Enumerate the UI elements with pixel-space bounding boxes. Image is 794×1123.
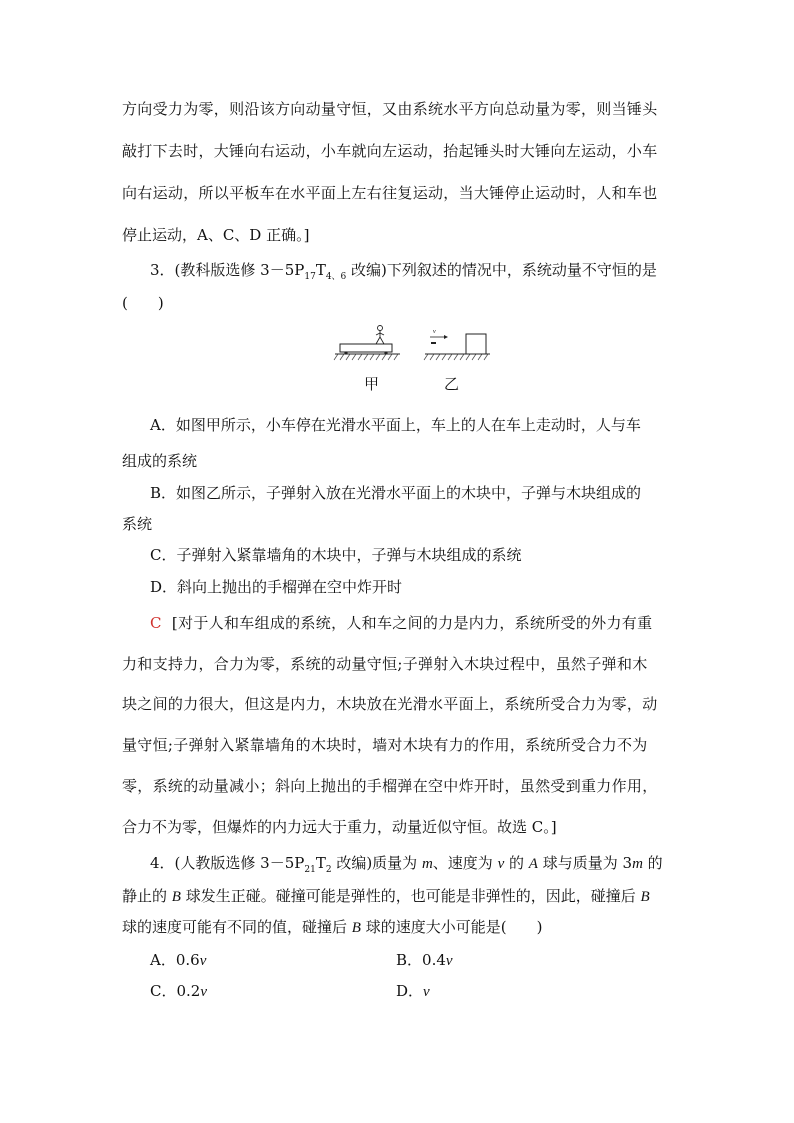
option-4b: B．0.4v — [396, 951, 453, 969]
text-line: 停止运动，A、C、D 正确。] — [122, 226, 310, 244]
option-b-cont: 系统 — [122, 515, 153, 533]
answer-3-line: 量守恒;子弹射入紧靠墙角的木块时，墙对木块有力的作用，系统所受合力不为 — [122, 736, 648, 754]
question-4-line: 球的速度可能有不同的值，碰撞后 B 球的速度大小可能是( ) — [122, 918, 543, 936]
text-line: 敲打下去时，大锤向右运动，小车就向左运动，抬起锤头时大锤向左运动，小车 — [122, 142, 658, 160]
option-a: A．如图甲所示，小车停在光滑水平面上，车上的人在车上走动时，人与车 — [150, 416, 641, 434]
figure-jia-cart — [334, 326, 400, 361]
option-4d: D．v — [396, 982, 430, 1000]
option-b: B．如图乙所示，子弹射入放在光滑水平面上的木块中，子弹与木块组成的 — [150, 484, 642, 502]
text-line: 方向受力为零，则沿该方向动量守恒，又由系统水平方向总动量为零，则当锤头 — [122, 100, 658, 118]
text-line: 向右运动，所以平板车在水平面上左右往复运动，当大锤停止运动时，人和车也 — [122, 184, 658, 202]
option-d: D．斜向上抛出的手榴弹在空中炸开时 — [150, 578, 403, 596]
option-c: C．子弹射入紧靠墙角的木块中，子弹与木块组成的系统 — [150, 546, 522, 564]
velocity-label: v — [433, 329, 436, 335]
answer-3-line: C [对于人和车组成的系统，人和车之间的力是内力，系统所受的外力有重 — [150, 614, 653, 632]
answer-3-line: 块之间的力很大，但这是内力，木块放在光滑水平面上，系统所受合力为零，动 — [122, 695, 658, 713]
question-3-blank: ( ) — [122, 294, 164, 312]
figure-label-yi: 乙 — [444, 375, 460, 393]
figure-label-jia: 甲 — [364, 375, 380, 393]
answer-letter: C — [150, 614, 162, 632]
question-3-stem: 3．(教科版选修 $3-5P_{17}T_{4、6}$ 改编)下列叙述的情况中，系统动量不守恒的是 — [150, 261, 657, 282]
answer-3-line: 合力不为零，但爆炸的内力远大于重力，动量近似守恒。故选 C。] — [122, 818, 557, 836]
figure-yi-bullet-block — [424, 329, 490, 360]
physics-figure — [330, 314, 500, 364]
question-4-stem: 4．(人教版选修 $3-5P_{21}T_2$ 改编)质量为 m、速度为 v 的 A 球与质量为 3m 的 — [150, 854, 663, 875]
option-a-cont: 组成的系统 — [122, 452, 198, 470]
answer-3-line: 力和支持力，合力为零，系统的动量守恒;子弹射入木块过程中，虽然子弹和木 — [122, 655, 648, 673]
question-4-line: 静止的 B 球发生正碰。碰撞可能是弹性的，也可能是非弹性的，因此，碰撞后 B — [122, 887, 650, 905]
answer-3-line: 零，系统的动量减小；斜向上抛出的手榴弹在空中炸开时，虽然受到重力作用， — [122, 777, 658, 795]
option-4c: C．0.2v — [150, 982, 208, 1000]
option-4a: A．0.6v — [150, 951, 207, 969]
